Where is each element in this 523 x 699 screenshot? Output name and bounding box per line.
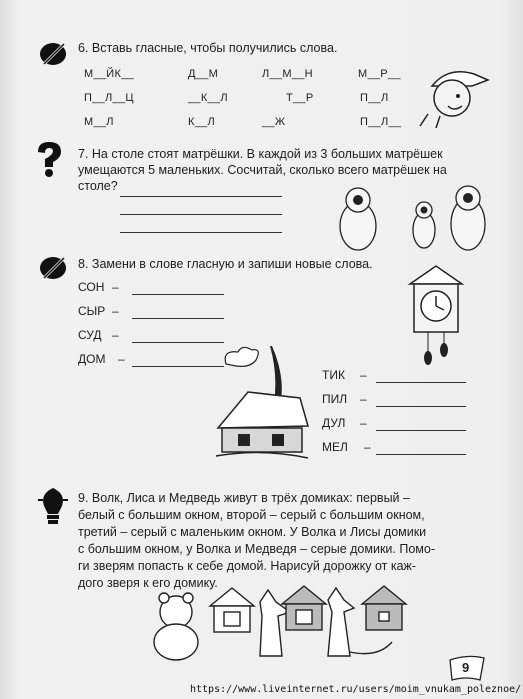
word-label: СОН <box>78 280 105 294</box>
task7-line: столе? <box>78 179 118 193</box>
word-blank: М__Л <box>84 116 114 128</box>
dash: – <box>360 368 367 382</box>
dash: – <box>364 440 371 454</box>
dash: – <box>360 392 367 406</box>
word-blank: М__ЙК__ <box>84 68 135 80</box>
word-blank: К__Л <box>188 116 216 128</box>
answer-line <box>376 382 466 383</box>
answer-line <box>132 366 224 367</box>
pencil-icon <box>38 252 70 282</box>
answer-line <box>132 342 224 343</box>
word-blank: Л__М__Н <box>262 68 313 80</box>
task7-line: 7. На столе стоят матрёшки. В каждой из 3 больших матрёшек <box>78 147 443 161</box>
answer-line <box>120 196 282 197</box>
task9-line: третий – серый с маленьким окном. У Волка и Лисы домики <box>78 525 427 539</box>
word-blank: Д__М <box>188 68 219 80</box>
word-blank: П__Л <box>360 92 389 104</box>
animals-and-houses-illustration <box>148 582 428 662</box>
answer-line <box>376 454 466 455</box>
word-blank: __К__Л <box>188 92 228 104</box>
task9-line: дого зверя к его домику. <box>78 576 218 590</box>
watermark-url: https://www.liveinternet.ru/users/moim_vnukam_poleznoe/ <box>190 684 522 695</box>
dash: – <box>360 416 367 430</box>
task6-text: 6. Вставь гласные, чтобы получились слова. <box>78 41 338 55</box>
snowy-house-illustration <box>212 344 312 464</box>
question-mark-icon <box>34 140 64 178</box>
answer-line <box>376 430 466 431</box>
word-label: МЕЛ <box>322 440 348 454</box>
word-blank: П__Л__ <box>360 116 402 128</box>
lightbulb-icon <box>38 486 68 526</box>
page-number: 9 <box>462 660 470 675</box>
answer-line <box>376 406 466 407</box>
word-label: СЫР <box>78 304 106 318</box>
answer-line <box>120 232 282 233</box>
word-label: ТИК <box>322 368 345 382</box>
task7-line: умещаются 5 маленьких. Сосчитай, сколько всего матрёшек на <box>78 163 447 177</box>
task9-line: белый с большим окном, второй – серый с большим окном, <box>78 508 425 522</box>
dash: – <box>112 280 119 294</box>
task9-line: ги зверям попасть к себе домой. Нарисуй дорожку от каж- <box>78 559 417 573</box>
cuckoo-clock-illustration <box>404 262 468 366</box>
answer-line <box>132 318 224 319</box>
answer-line <box>132 294 224 295</box>
task9-line: с большим окном, у Волка и Медведя – серые домики. Помо- <box>78 542 436 556</box>
word-blank: Т__Р <box>286 92 314 104</box>
word-label: ДОМ <box>78 352 106 366</box>
word-blank: П__Л__Ц <box>84 92 134 104</box>
answer-line <box>120 214 282 215</box>
boy-cap-illustration <box>418 64 490 128</box>
word-blank: __Ж <box>262 116 286 128</box>
word-label: ПИЛ <box>322 392 348 406</box>
task9-line: 9. Волк, Лиса и Медведь живут в трёх домиках: первый – <box>78 491 410 505</box>
dash: – <box>112 328 119 342</box>
dash: – <box>112 304 119 318</box>
matryoshka-dolls-illustration <box>338 182 488 252</box>
word-blank: М__Р__ <box>358 68 401 80</box>
task8-text: 8. Замени в слове гласную и запиши новые слова. <box>78 257 373 271</box>
word-label: СУД <box>78 328 102 342</box>
dash: – <box>118 352 125 366</box>
word-label: ДУЛ <box>322 416 346 430</box>
pencil-icon <box>38 38 70 68</box>
